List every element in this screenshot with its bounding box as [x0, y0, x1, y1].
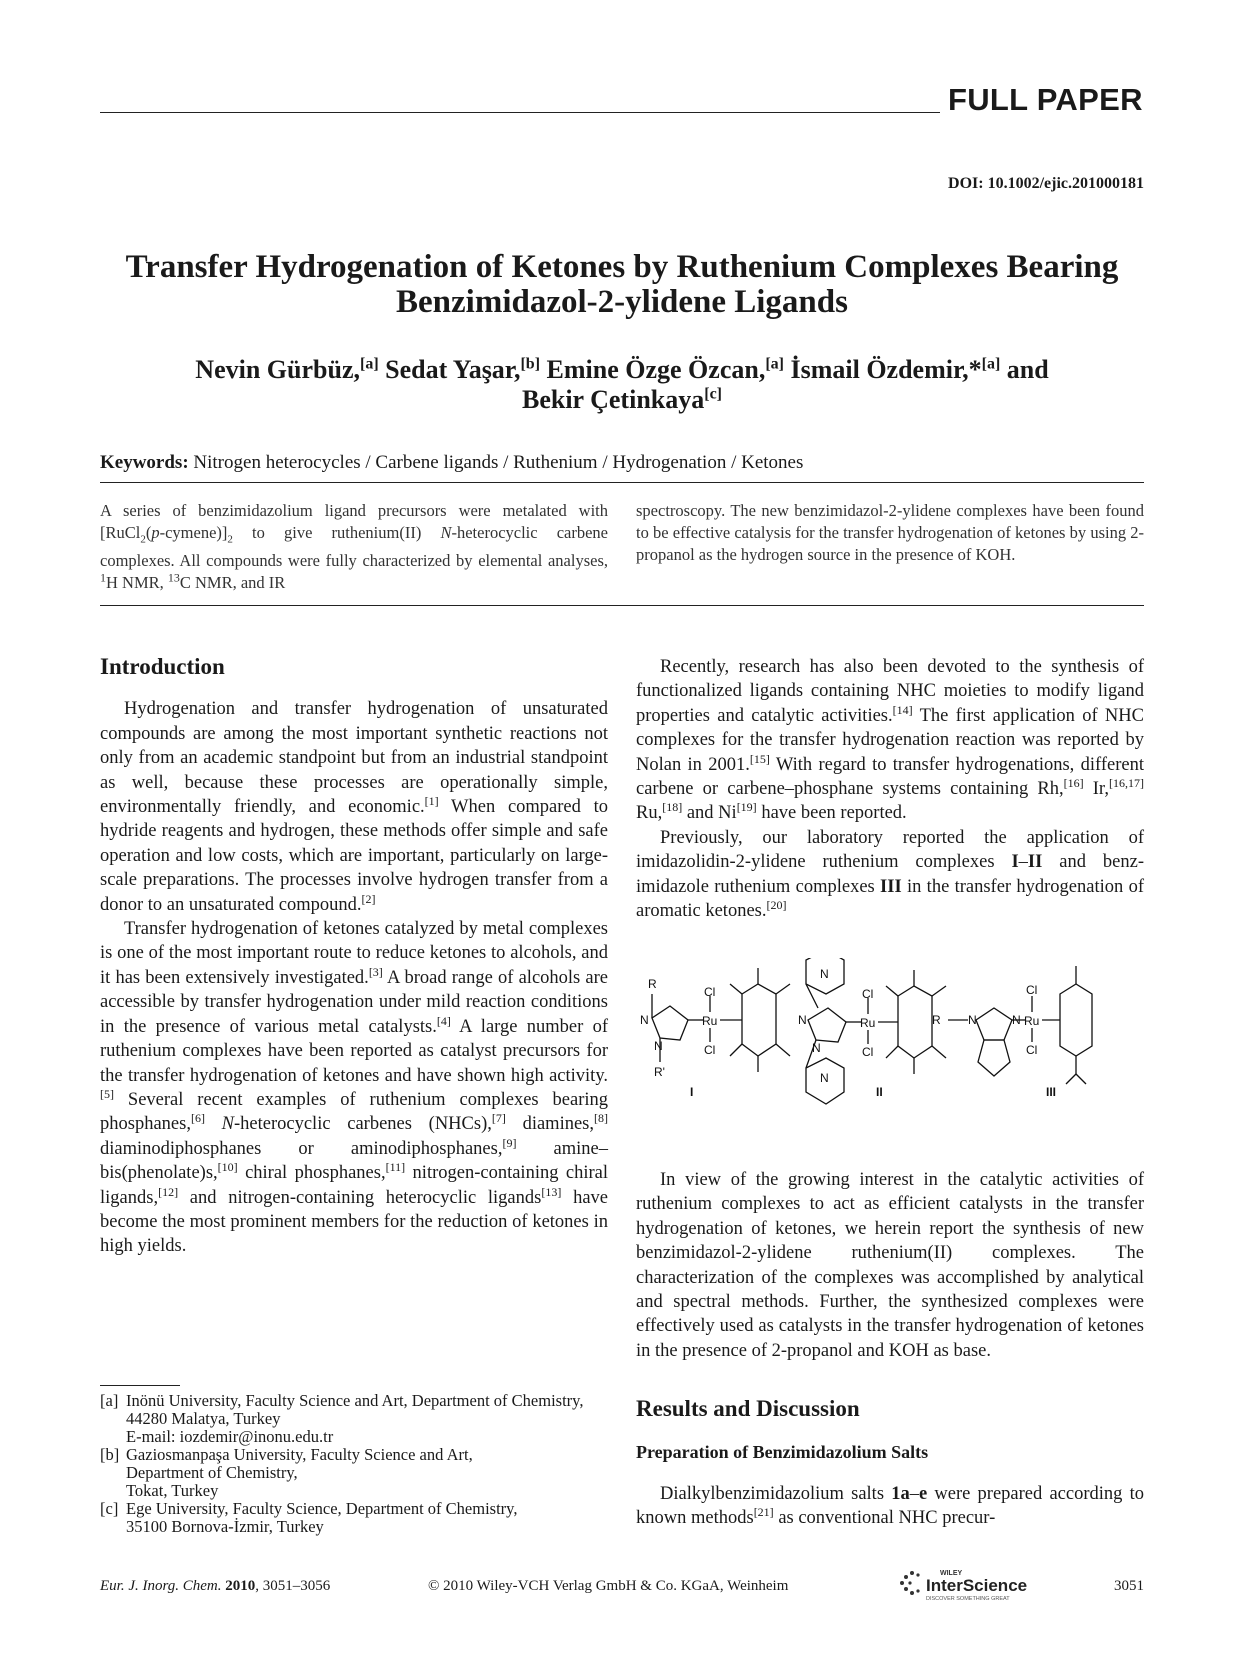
svg-text:DISCOVER SOMETHING GREAT: DISCOVER SOMETHING GREAT: [926, 1596, 1010, 1602]
svg-text:Ru: Ru: [860, 1016, 876, 1030]
svg-text:InterScience: InterScience: [926, 1576, 1028, 1595]
paragraph: Hydrogenation and transfer hydrogenation of unsaturated compounds are among the most important synthetic reactions not only from an academic standpoint but from an industrial standpoint as well, because these processes are operationally simple, environmentally friendly, and economic.[1] When compared to hydride reagents and hydrogen, these methods offer simple and safe operation and low costs, which are important, particularly on large-scale preparations. The processes involve hydrogen transfer from a donor to an unsaturated compound.[2]: [100, 699, 608, 915]
svg-text:III: III: [1046, 1085, 1057, 1099]
imidazolidine-ring: [808, 1008, 846, 1042]
citation[interactable]: [2]: [361, 891, 376, 906]
author-list: [100, 355, 1144, 415]
keywords: [100, 452, 803, 474]
paragraph: Transfer hydrogenation of ketones catalyzed by metal complexes is one of the most important route to reduce ketones to alcohols, and it has been extensively investigated.[3] A broad range of alcohols are accessible by transfer hydrogenation under mild reaction conditions in the presence of various metal catalysts.[4] A large number of ruthenium complexes have been reported as catalyst precursors for the transfer hydrogenation of ketones and have shown high activity.[5] Several recent examples of ruthenium complexes bearing phosphanes,[6] N-heterocyclic carbenes (NHCs),[7] diamines,[8] diaminodiphosphanes or aminodiphosphanes,[9] amine–bis(phenolate)s,[10] chiral phosphanes,[11] nitrogen-containing chiral ligands,[12] and nitrogen-containing heterocyclic ligands[13] have become the most prominent members for the reduction of ketones in high yields.: [100, 919, 608, 1257]
svg-text:Cl: Cl: [704, 1043, 716, 1057]
citation[interactable]: [21]: [753, 1505, 774, 1520]
citation[interactable]: [5]: [100, 1086, 114, 1101]
svg-text:Cl: Cl: [704, 985, 716, 999]
citation[interactable]: [10]: [217, 1159, 238, 1174]
svg-text:WILEY: WILEY: [940, 1570, 963, 1577]
section-label: FULL PAPER: [948, 82, 1143, 117]
title-line-2: Benzimidazol-2-ylidene Ligands: [396, 284, 848, 320]
citation[interactable]: [9]: [502, 1135, 517, 1150]
affiliation-mark: [b]: [520, 355, 541, 373]
svg-text:Ru: Ru: [702, 1014, 718, 1028]
copyright: © 2010 Wiley-VCH Verlag GmbH & Co. KGaA, Weinheim: [428, 1578, 789, 1594]
footnote: [b] Gaziosmanpaşa University, Faculty Science and Art, Department of Chemistry, Tokat, Turkey: [100, 1445, 473, 1500]
author-name: İsmail Özdemir,*: [783, 355, 982, 384]
citation[interactable]: [4]: [436, 1013, 451, 1028]
affiliation-mark: [a]: [359, 355, 379, 373]
arene-ring-II: [898, 986, 932, 1058]
svg-text:R: R: [648, 977, 657, 991]
keywords-label: Keywords:: [100, 452, 189, 473]
arene-ring-I: [742, 984, 776, 1056]
paper-title: [100, 250, 1144, 320]
svg-text:N: N: [812, 1041, 821, 1055]
header-rule: [100, 112, 940, 113]
affiliation-footnotes: [100, 1392, 610, 1536]
citation[interactable]: [7]: [491, 1111, 506, 1126]
doi[interactable]: DOI: 10.1002/ejic.201000181: [948, 175, 1144, 192]
imidazolidine-ring: [652, 1006, 688, 1040]
author-name: Emine Özge Özcan,: [540, 355, 766, 384]
svg-text:Cl: Cl: [1026, 983, 1038, 997]
section-heading-results: Results and Discussion: [636, 1396, 860, 1422]
citation[interactable]: [15]: [749, 751, 770, 766]
right-column-bottom: [636, 1168, 1144, 1531]
journal-citation: Eur. J. Inorg. Chem. 2010, 3051–3056: [100, 1578, 331, 1594]
paragraph: In view of the growing interest in the catalytic activities of ruthenium complexes to act as efficient catalysts in the transfer hydrogenation of ketones, we herein report the synthesis of new benzimidazol-2-ylidene ruthenium(II) complexes. The characterization of the complexes was accomplished by analytical and spectral methods. Further, the synthesized complexes were effectively used as catalysts in the transfer hydrogenation of ketones in the presence of 2-propanol and KOH as base.: [636, 1170, 1144, 1361]
footnote-rule: [100, 1385, 180, 1386]
svg-text:N: N: [820, 1071, 829, 1085]
svg-text:N: N: [820, 967, 829, 981]
subsection-heading: Preparation of Benzimidazolium Salts: [636, 1441, 929, 1462]
citation[interactable]: [19]: [736, 800, 757, 815]
citation[interactable]: [1]: [424, 793, 439, 808]
citation[interactable]: [20]: [766, 897, 787, 912]
svg-text:N: N: [968, 1013, 977, 1027]
citation[interactable]: [14]: [892, 702, 913, 717]
citation[interactable]: [16]: [1063, 775, 1084, 790]
author-name: Nevin Gürbüz,: [195, 355, 360, 384]
citation[interactable]: [16,17]: [1108, 775, 1144, 790]
svg-text:I: I: [690, 1085, 694, 1099]
interscience-logo[interactable]: [896, 1565, 1076, 1603]
divider: [100, 482, 1144, 483]
title-line-1: Transfer Hydrogenation of Ketones by Ruthenium Complexes Bearing: [125, 249, 1119, 285]
svg-text:R': R': [654, 1065, 665, 1079]
citation[interactable]: [12]: [158, 1184, 179, 1199]
svg-text:Cl: Cl: [1026, 1043, 1038, 1057]
keywords-text: Nitrogen heterocycles / Carbene ligands / Ruthenium / Hydrogenation / Ketones: [188, 452, 804, 473]
complexes-scheme-figure: [630, 958, 1144, 1158]
right-column-top: [636, 655, 1144, 923]
citation[interactable]: [8]: [594, 1111, 608, 1126]
arene-ring-III: [1060, 984, 1092, 1056]
author-name: Sedat Yaşar,: [378, 355, 521, 384]
divider: [100, 605, 1144, 606]
citation[interactable]: [13]: [541, 1184, 562, 1199]
paragraph: Recently, research has also been devoted to the synthesis of functionalized ligands containing NHC moieties to modify ligand properties and catalytic activities.[14] The first application of NHC complexes for the transfer hydrogenation reaction was reported by Nolan in 2001.[15] With regard to transfer hydrogenations, different carbene or carbene–phosphane systems containing Rh,[16] Ir,[16,17] Ru,[18] and Ni[19] have been reported.: [636, 657, 1144, 824]
section-heading-introduction: Introduction: [100, 654, 225, 679]
abstract-left: A series of benzimidazolium ligand precursors were metalated with $[RuCl_2(p-cymene)]_2$ to give ruthenium(II) N-heterocyclic carbene complexes. All compounds were fully characterized by elemental analyses, $^1$H NMR, $^{13}$C NMR, and IR: [100, 501, 608, 593]
footnote: [c] Ege University, Faculty Science, Department of Chemistry, 35100 Bornova-İzmir, Turkey: [100, 1499, 518, 1536]
affiliation-mark: [c]: [704, 385, 723, 403]
svg-text:N: N: [798, 1013, 807, 1027]
svg-text:Cl: Cl: [862, 1045, 874, 1059]
paragraph: Previously, our laboratory reported the application of imidazolidin-2-ylidene ruthenium complexes I–II and benzimidazole ruthenium complexes III in the transfer hydrogenation of aromatic ketones.[20]: [636, 827, 1144, 922]
author-join: and: [1000, 355, 1049, 384]
svg-text:N: N: [1012, 1013, 1021, 1027]
paragraph: Dialkylbenzimidazolium salts 1a–e were prepared according to known methods[21] as conventional NHC precur-: [636, 1484, 1144, 1529]
affiliation-mark: [a]: [981, 355, 1001, 373]
citation[interactable]: [18]: [662, 800, 683, 815]
citation[interactable]: [11]: [385, 1159, 406, 1174]
left-column: [100, 655, 608, 1259]
svg-text:R: R: [932, 1013, 941, 1027]
page-number: 3051: [1114, 1578, 1144, 1594]
abstract-right: spectroscopy. The new benzimidazol-2-ylidene complexes have been found to be effective catalysis for the transfer hydrogenation of ketones by using 2-propanol as the hydrogen source in the presence of KOH.: [636, 501, 1144, 564]
svg-text:Ru: Ru: [1024, 1014, 1040, 1028]
svg-text:Cl: Cl: [862, 987, 874, 1001]
svg-text:II: II: [876, 1085, 883, 1099]
citation[interactable]: [6]: [190, 1111, 205, 1126]
citation[interactable]: [3]: [368, 964, 383, 979]
email-link[interactable]: E-mail: iozdemir@inonu.edu.tr: [126, 1427, 334, 1446]
svg-text:N: N: [640, 1013, 649, 1027]
svg-text:N: N: [654, 1039, 663, 1053]
author-name: Bekir Çetinkaya: [521, 385, 705, 414]
footnote: [a] Inönü University, Faculty Science and Art, Department of Chemistry, 44280 Malatya, Turkey E-mail: iozdemir@inonu.edu.tr: [100, 1391, 584, 1446]
affiliation-mark: [a]: [765, 355, 784, 373]
